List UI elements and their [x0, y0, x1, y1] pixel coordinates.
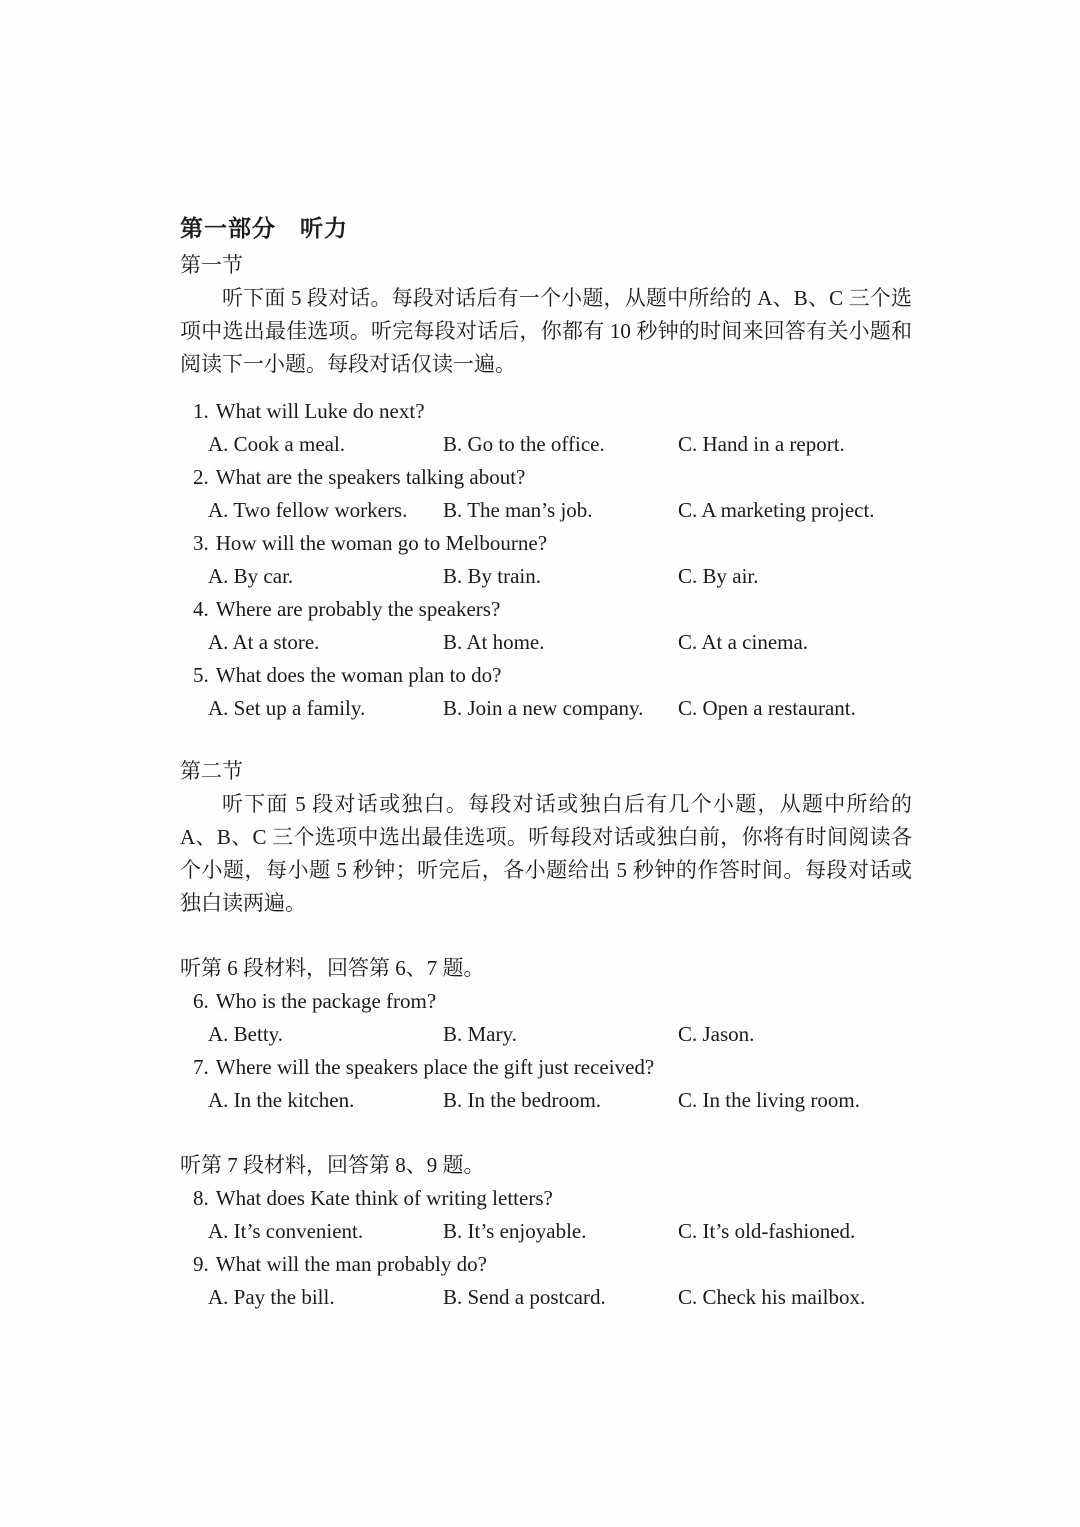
question-4 — [180, 593, 912, 626]
question-text: What are the speakers talking about? — [215, 465, 526, 489]
option-a: A. At a store. — [208, 630, 320, 654]
option-c: C. Open a restaurant. — [678, 696, 856, 720]
question-5 — [180, 659, 912, 692]
option-a: A. Set up a family. — [208, 696, 366, 720]
section1-instructions: 听下面 5 段对话。每段对话后有一个小题，从题中所给的 A、B、C 三个选项中选出最佳选项。听完每段对话后，你都有 10 秒钟的时间来回答有关小题和阅读下一小题。每段对话仅读一遍。 — [180, 286, 912, 376]
option-a: A. Two fellow workers. — [208, 498, 408, 522]
question-number: 1. — [193, 399, 209, 423]
question-6-options — [180, 1018, 912, 1051]
option-b: B. Mary. — [443, 1022, 517, 1046]
option-b: B. It’s enjoyable. — [443, 1219, 587, 1243]
question-9-options — [180, 1281, 912, 1314]
question-number: 2. — [193, 465, 209, 489]
question-text: How will the woman go to Melbourne? — [215, 531, 548, 555]
question-8 — [180, 1182, 912, 1215]
section2-instructions: 听下面 5 段对话或独白。每段对话或独白后有几个小题，从题中所给的 A、B、C 三个选项中选出最佳选项。听每段对话或独白前，你将有时间阅读各个小题，每小题 5 秒钟；听完后，各小题给出 5 秒钟的作答时间。每段对话或独白读两遍。 — [180, 792, 912, 915]
question-number: 9. — [193, 1252, 209, 1276]
option-a: A. Betty. — [208, 1022, 284, 1046]
question-6 — [180, 985, 912, 1018]
option-c: C. Check his mailbox. — [678, 1285, 866, 1309]
question-number: 7. — [193, 1055, 209, 1079]
spacer — [180, 1117, 912, 1149]
question-2 — [180, 461, 912, 494]
question-text: Where will the speakers place the gift just received? — [215, 1055, 655, 1079]
option-b: B. Join a new company. — [443, 696, 644, 720]
question-8-options — [180, 1215, 912, 1248]
question-number: 6. — [193, 989, 209, 1013]
question-text: What will Luke do next? — [215, 399, 425, 423]
option-c: C. Hand in a report. — [678, 432, 845, 456]
question-3 — [180, 527, 912, 560]
question-number: 5. — [193, 663, 209, 687]
option-b: B. By train. — [443, 564, 541, 588]
question-number: 4. — [193, 597, 209, 621]
exam-content — [180, 212, 912, 1314]
question-text: What will the man probably do? — [215, 1252, 487, 1276]
spacer — [180, 381, 912, 395]
question-number: 3. — [193, 531, 209, 555]
option-b: B. Send a postcard. — [443, 1285, 606, 1309]
option-b: B. The man’s job. — [443, 498, 593, 522]
question-text: What does the woman plan to do? — [215, 663, 502, 687]
option-a: A. Pay the bill. — [208, 1285, 335, 1309]
option-c: C. It’s old-fashioned. — [678, 1219, 856, 1243]
question-2-options — [180, 494, 912, 527]
question-3-options — [180, 560, 912, 593]
option-c: C. At a cinema. — [678, 630, 809, 654]
section1-label: 第一节 — [180, 253, 243, 277]
question-4-options — [180, 626, 912, 659]
question-5-options — [180, 692, 912, 725]
question-7-options — [180, 1084, 912, 1117]
question-1 — [180, 395, 912, 428]
option-b: B. Go to the office. — [443, 432, 605, 456]
option-c: C. By air. — [678, 564, 759, 588]
option-a: A. It’s convenient. — [208, 1219, 364, 1243]
option-c: C. In the living room. — [678, 1088, 860, 1112]
material-6-header: 听第 6 段材料，回答第 6、7 题。 — [180, 956, 485, 980]
option-a: A. In the kitchen. — [208, 1088, 355, 1112]
question-text: Who is the package from? — [215, 989, 437, 1013]
question-text: Where are probably the speakers? — [215, 597, 501, 621]
question-9 — [180, 1248, 912, 1281]
option-a: A. By car. — [208, 564, 294, 588]
question-text: What does Kate think of writing letters? — [215, 1186, 553, 1210]
option-b: B. At home. — [443, 630, 545, 654]
part-heading: 第一部分 听力 — [180, 215, 348, 241]
question-1-options — [180, 428, 912, 461]
option-a: A. Cook a meal. — [208, 432, 346, 456]
option-c: C. Jason. — [678, 1022, 755, 1046]
section2-label: 第二节 — [180, 759, 243, 783]
question-7 — [180, 1051, 912, 1084]
option-b: B. In the bedroom. — [443, 1088, 602, 1112]
spacer — [180, 920, 912, 952]
question-number: 8. — [193, 1186, 209, 1210]
spacer — [180, 725, 912, 755]
material-7-header: 听第 7 段材料，回答第 8、9 题。 — [180, 1153, 485, 1177]
option-c: C. A marketing project. — [678, 498, 875, 522]
